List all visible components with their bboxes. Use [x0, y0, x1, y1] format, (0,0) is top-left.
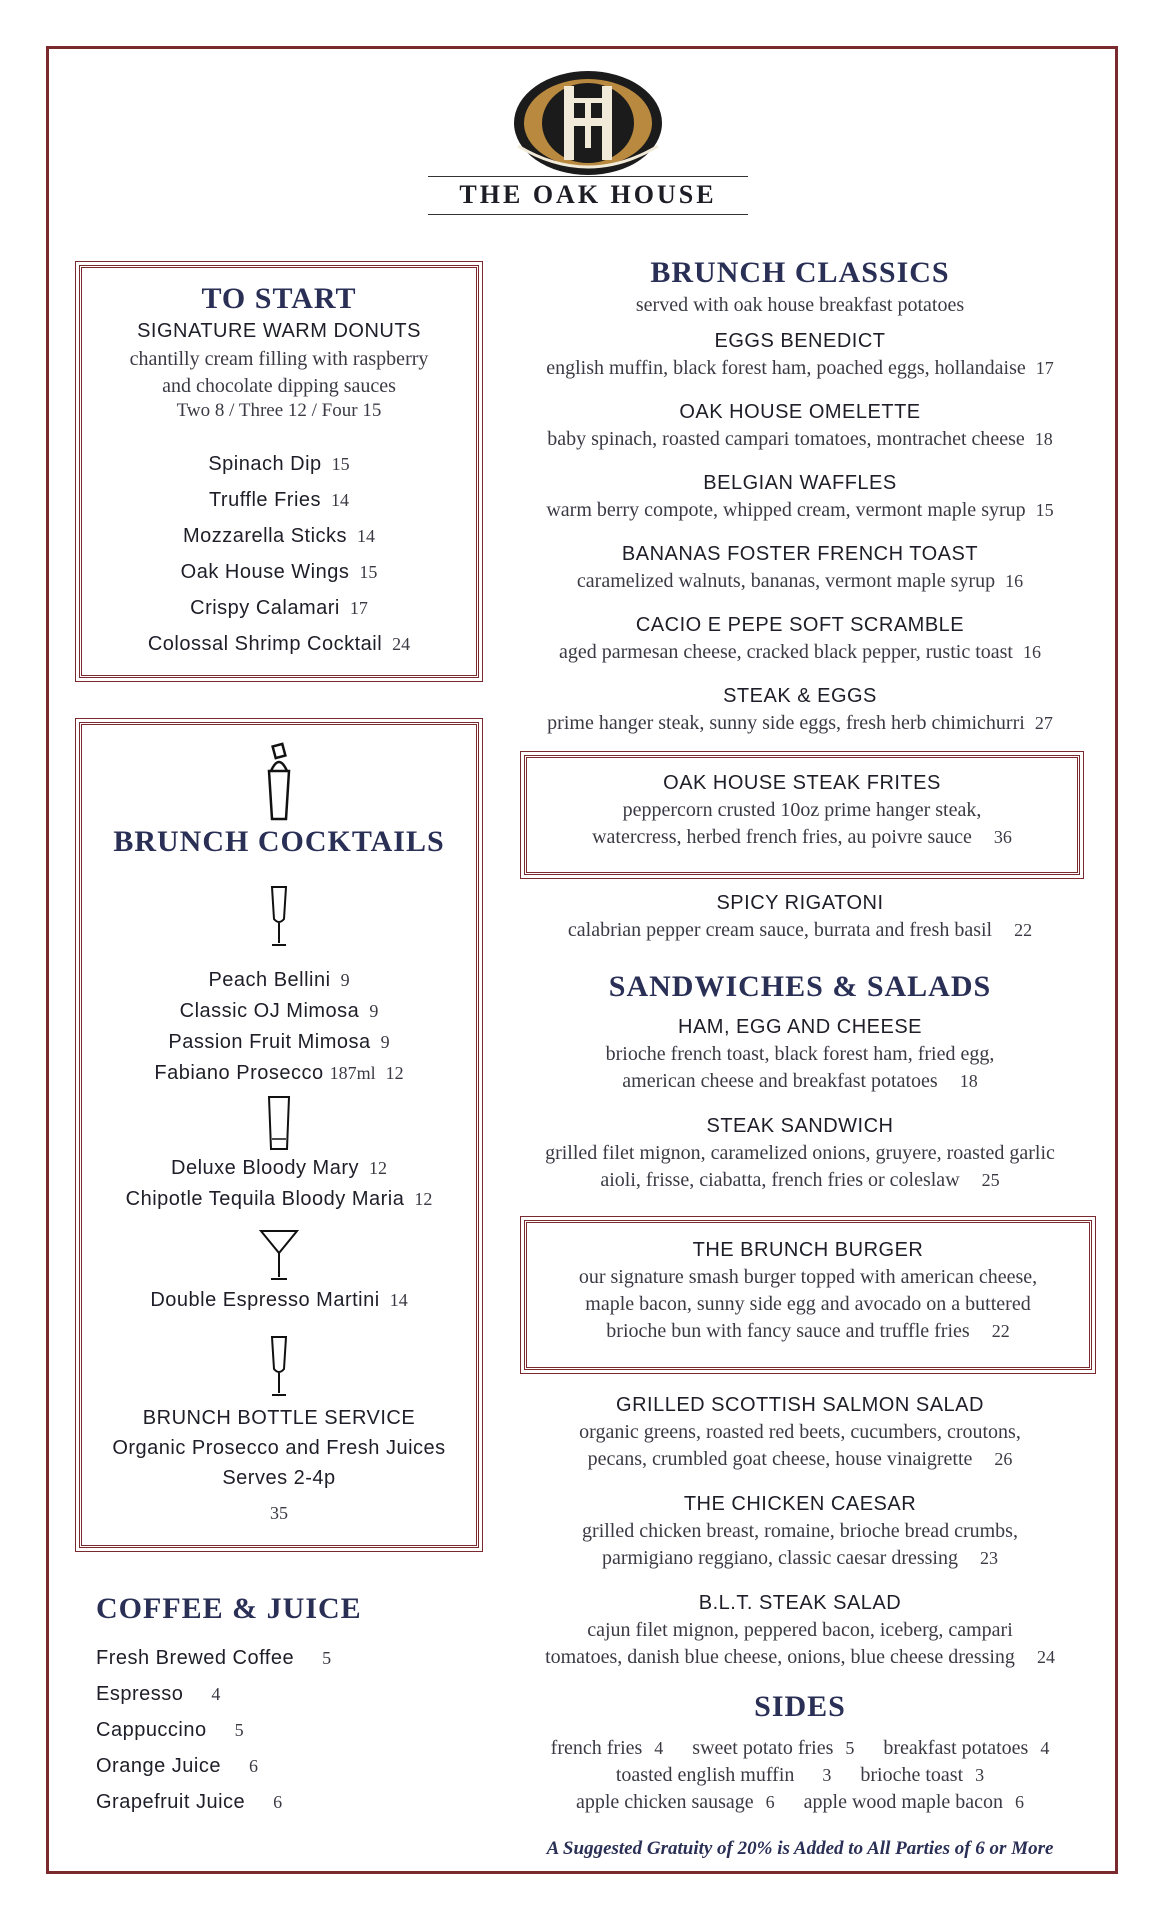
side-name: french fries [550, 1737, 643, 1759]
item-name: GRILLED SCOTTISH SALMON SALAD [616, 1394, 984, 1416]
side-price: 3 [975, 1765, 985, 1785]
oak-house-logo [420, 68, 756, 218]
item-price: 16 [1005, 571, 1024, 591]
item-price: 4 [211, 1684, 221, 1704]
signature-donuts-desc [102, 346, 456, 400]
list-item [82, 626, 476, 662]
steak-frites-feature [524, 755, 1080, 875]
item-name: OAK HOUSE OMELETTE [679, 401, 921, 423]
item-price: 12 [385, 1063, 404, 1083]
logo-rule-bottom [428, 214, 748, 215]
item-name: HAM, EGG AND CHEESE [678, 1016, 922, 1038]
item-price: 15 [359, 562, 378, 582]
item-desc: tomatoes, danish blue cheese, onions, blue cheese dressing [545, 1646, 1015, 1668]
list-item [96, 1676, 331, 1712]
item-price: 17 [349, 598, 368, 618]
menu-item [505, 683, 1095, 737]
side-price: 5 [845, 1738, 855, 1758]
list-item [96, 1712, 331, 1748]
item-desc: maple bacon, sunny side egg and avocado on a buttered [585, 1293, 1031, 1315]
item-name: Crispy Calamari [190, 597, 340, 619]
item-desc: organic greens, roasted red beets, cucumbers, croutons, [579, 1421, 1021, 1443]
side-price: 6 [765, 1792, 775, 1812]
list-item [96, 1748, 331, 1784]
item-name: Fresh Brewed Coffee [96, 1647, 295, 1669]
item-desc: cajun filet mignon, peppered bacon, iceberg, campari [587, 1619, 1013, 1641]
brunch-classics-subtitle: served with oak house breakfast potatoes [635, 294, 965, 316]
item-price: 15 [331, 454, 350, 474]
bottle-service-serves: Serves 2-4p [222, 1467, 336, 1489]
item-desc: aged parmesan cheese, cracked black pepper, rustic toast [559, 641, 1013, 663]
item-price: 22 [991, 1321, 1010, 1341]
to-start-title: TO START [201, 282, 357, 315]
item-desc: baby spinach, roasted campari tomatoes, montrachet cheese [547, 428, 1025, 450]
side-price: 3 [822, 1765, 832, 1785]
item-size: 187ml [329, 1063, 376, 1083]
list-item [82, 965, 476, 996]
item-desc: brioche bun with fancy sauce and truffle fries [606, 1320, 970, 1342]
bottle-service-title: BRUNCH BOTTLE SERVICE [142, 1407, 416, 1429]
restaurant-name: THE OAK HOUSE [459, 180, 717, 209]
item-name: CACIO E PEPE SOFT SCRAMBLE [635, 614, 965, 636]
side-name: apple wood maple bacon [803, 1791, 1004, 1813]
menu-item [505, 612, 1095, 666]
sandwiches-salads-title: SANDWICHES & SALADS [608, 970, 992, 1003]
item-name: Mozzarella Sticks [182, 525, 348, 547]
item-price: 18 [959, 1071, 978, 1091]
side-name: sweet potato fries [692, 1737, 834, 1759]
item-name: Fabiano Prosecco [154, 1062, 324, 1084]
bottle-service-price: 35 [270, 1503, 288, 1523]
item-price: 17 [1035, 358, 1054, 378]
item-name: Colossal Shrimp Cocktail [147, 633, 383, 655]
item-name: BELGIAN WAFFLES [703, 472, 897, 494]
menu-item [505, 1113, 1095, 1194]
item-desc: grilled chicken breast, romaine, brioche bread crumbs, [582, 1520, 1018, 1542]
brunch-classics-title: BRUNCH CLASSICS [650, 256, 950, 289]
item-price: 14 [331, 490, 350, 510]
side-item [854, 1764, 990, 1786]
item-name: SPICY RIGATONI [716, 892, 884, 914]
item-desc: watercress, herbed french fries, au poivre sauce [592, 826, 972, 848]
logo-rule-top [428, 176, 748, 177]
item-price: 24 [1036, 1647, 1055, 1667]
item-desc: grilled filet mignon, caramelized onions, gruyere, roasted garlic [545, 1142, 1055, 1164]
item-desc: parmigiano reggiano, classic caesar dressing [602, 1547, 958, 1569]
list-item [82, 554, 476, 590]
item-name: THE BRUNCH BURGER [692, 1239, 924, 1261]
menu-item [505, 541, 1095, 595]
bloody-mary-list [82, 1153, 476, 1215]
list-item [82, 482, 476, 518]
item-name: Peach Bellini [208, 969, 331, 991]
item-price: 27 [1034, 713, 1053, 733]
item-name: Cappuccino [96, 1719, 207, 1741]
martini-glass-icon [258, 1227, 300, 1283]
item-name: Espresso [96, 1683, 184, 1705]
item-name: Truffle Fries [208, 489, 322, 511]
item-desc: caramelized walnuts, bananas, vermont maple syrup [576, 570, 996, 592]
list-item [82, 1058, 476, 1089]
item-price: 5 [234, 1720, 244, 1740]
item-desc: warm berry compote, whipped cream, vermont maple syrup [546, 499, 1026, 521]
side-item [545, 1737, 670, 1759]
bubbly-list [82, 965, 476, 1089]
side-item [798, 1791, 1030, 1813]
item-price: 5 [322, 1648, 332, 1668]
item-price: 26 [994, 1449, 1013, 1469]
item-price: 9 [369, 1001, 379, 1021]
item-desc: peppercorn crusted 10oz prime hanger steak, [622, 799, 982, 821]
side-price: 4 [1040, 1738, 1050, 1758]
signature-donuts-pricing: Two 8 / Three 12 / Four 15 [176, 400, 382, 421]
list-item [82, 1027, 476, 1058]
menu-item [505, 1491, 1095, 1572]
side-price: 4 [654, 1738, 664, 1758]
item-price: 6 [273, 1792, 283, 1812]
item-name: B.L.T. STEAK SALAD [698, 1592, 902, 1614]
item-price: 22 [1014, 920, 1033, 940]
item-name: EGGS BENEDICT [714, 330, 886, 352]
item-name: OAK HOUSE STEAK FRITES [663, 772, 941, 794]
side-item [610, 1764, 838, 1786]
item-price: 12 [414, 1189, 433, 1209]
item-desc: brioche french toast, black forest ham, fried egg, [605, 1043, 995, 1065]
to-start-section [79, 265, 479, 678]
list-item [96, 1640, 331, 1676]
monogram-emblem-icon [508, 68, 668, 178]
item-name: Double Espresso Martini [150, 1289, 380, 1311]
brunch-cocktails-title: BRUNCH COCKTAILS [113, 825, 445, 858]
item-price: 16 [1022, 642, 1041, 662]
sides-row [505, 1764, 1095, 1787]
martini-list [82, 1285, 476, 1316]
list-item [82, 590, 476, 626]
champagne-flute-icon [267, 885, 291, 949]
side-name: toasted english muffin [615, 1764, 795, 1786]
item-desc: calabrian pepper cream sauce, burrata and fresh basil [567, 919, 993, 941]
item-price: 18 [1034, 429, 1053, 449]
item-name: Orange Juice [96, 1755, 221, 1777]
item-name: STEAK & EGGS [723, 685, 877, 707]
list-item [96, 1784, 331, 1820]
champagne-flute-icon [267, 1335, 291, 1399]
side-price: 6 [1015, 1792, 1025, 1812]
menu-item [505, 328, 1095, 382]
list-item [82, 1153, 476, 1184]
item-desc: english muffin, black forest ham, poached eggs, hollandaise [546, 357, 1026, 379]
item-name: Spinach Dip [208, 453, 322, 475]
sides-row [505, 1791, 1095, 1814]
item-desc: pecans, crumbled goat cheese, house vinaigrette [587, 1448, 973, 1470]
item-name: BANANAS FOSTER FRENCH TOAST [621, 543, 979, 565]
menu-item [505, 399, 1095, 453]
item-price: 12 [368, 1158, 387, 1178]
list-item [82, 446, 476, 482]
side-item [686, 1737, 860, 1759]
highball-glass-icon [266, 1095, 292, 1151]
item-price: 15 [1035, 500, 1054, 520]
brunch-burger-feature [524, 1220, 1092, 1370]
side-name: brioche toast [860, 1764, 964, 1786]
signature-donuts-name: SIGNATURE WARM DONUTS [137, 320, 421, 342]
item-name: Grapefruit Juice [96, 1791, 246, 1813]
item-price: 23 [979, 1548, 998, 1568]
item-price: 14 [389, 1290, 408, 1310]
item-price: 24 [392, 634, 411, 654]
bottle-service-desc: Organic Prosecco and Fresh Juices [112, 1437, 446, 1459]
side-item [570, 1791, 781, 1813]
menu-item [505, 1392, 1095, 1473]
item-name: Classic OJ Mimosa [179, 1000, 360, 1022]
item-price: 25 [981, 1170, 1000, 1190]
side-item [877, 1737, 1055, 1759]
coffee-juice-list [96, 1640, 331, 1820]
brunch-cocktails-section [79, 722, 479, 1548]
cocktail-shaker-icon [261, 741, 297, 821]
list-item [82, 518, 476, 554]
item-desc: our signature smash burger topped with american cheese, [578, 1266, 1038, 1288]
item-price: 14 [357, 526, 376, 546]
starter-list [82, 446, 476, 662]
side-name: breakfast potatoes [883, 1737, 1029, 1759]
list-item [82, 1285, 476, 1316]
menu-item [505, 1014, 1095, 1095]
item-name: Deluxe Bloody Mary [171, 1157, 359, 1179]
menu-item [505, 470, 1095, 524]
menu-item [505, 1590, 1095, 1671]
item-price: 9 [340, 970, 350, 990]
list-item [82, 996, 476, 1027]
item-price: 9 [380, 1032, 390, 1052]
item-name: Oak House Wings [180, 561, 350, 583]
coffee-juice-title: COFFEE & JUICE [96, 1592, 362, 1625]
side-name: apple chicken sausage [575, 1791, 754, 1813]
item-desc: prime hanger steak, sunny side eggs, fresh herb chimichurri [547, 712, 1025, 734]
item-name: Chipotle Tequila Bloody Maria [125, 1188, 405, 1210]
sides-row [505, 1737, 1095, 1760]
menu-item [505, 890, 1095, 944]
sides-title: SIDES [754, 1690, 846, 1723]
item-desc: american cheese and breakfast potatoes [622, 1070, 938, 1092]
list-item [82, 1184, 476, 1215]
item-price: 6 [248, 1756, 258, 1776]
item-price: 36 [993, 827, 1012, 847]
item-name: Passion Fruit Mimosa [168, 1031, 371, 1053]
item-desc: aioli, frisse, ciabatta, french fries or coleslaw [600, 1169, 960, 1191]
donut-desc-line1: chantilly cream filling with raspberry [129, 348, 429, 370]
gratuity-note: A Suggested Gratuity of 20% is Added to All Parties of 6 or More [546, 1838, 1054, 1859]
item-name: THE CHICKEN CAESAR [683, 1493, 917, 1515]
item-name: STEAK SANDWICH [706, 1115, 894, 1137]
donut-desc-line2: and chocolate dipping sauces [162, 375, 396, 397]
